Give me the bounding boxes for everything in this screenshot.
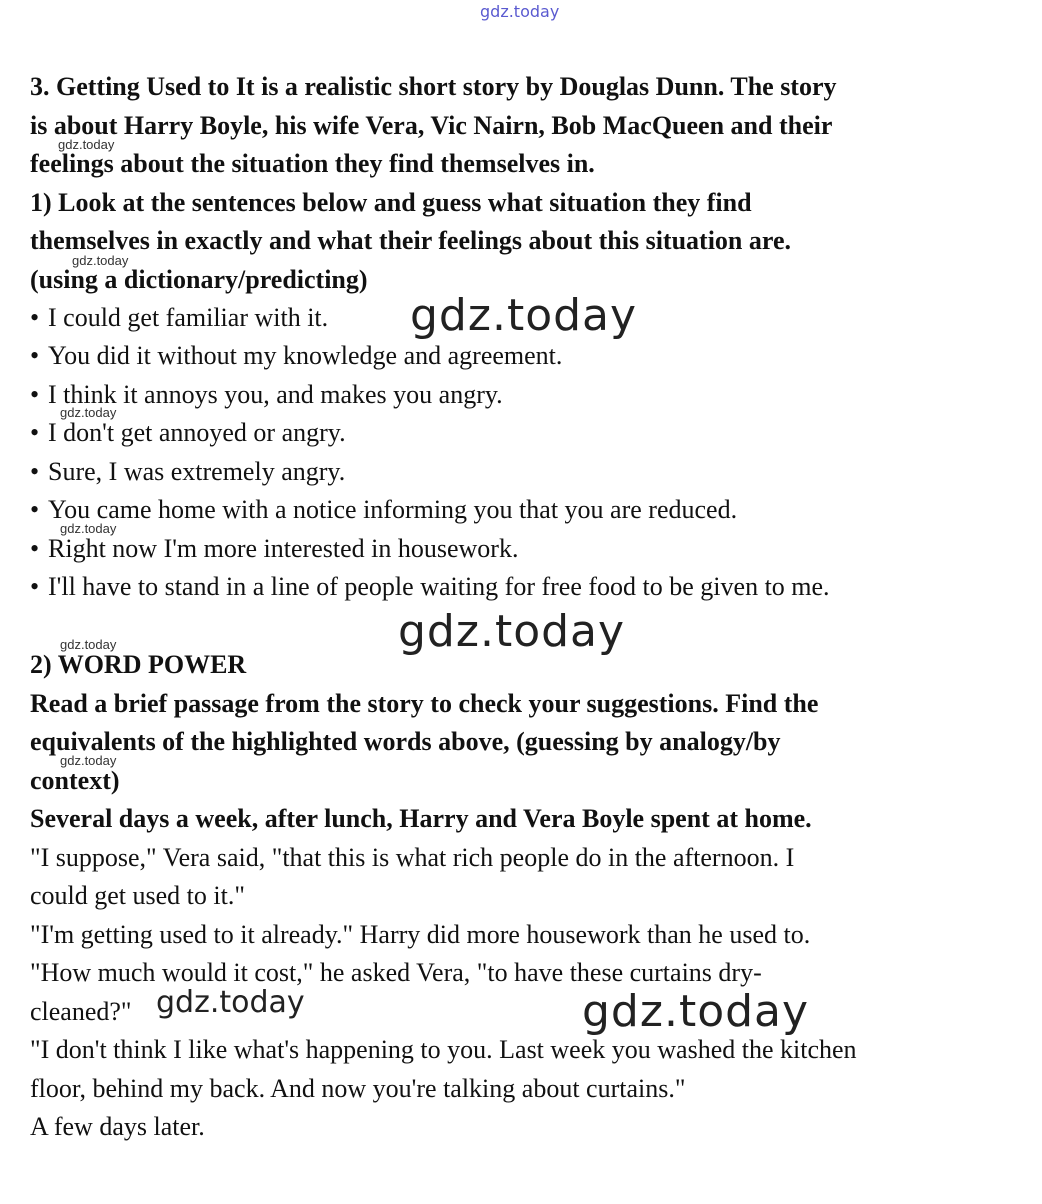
passage-bold-line: Several days a week, after lunch, Harry and Vera Boyle spent at home. xyxy=(30,804,812,833)
part1-line-1: 1) Look at the sentences below and guess what situation they find xyxy=(30,188,752,217)
passage-line: cleaned?" xyxy=(30,997,132,1026)
bullet-item: • Right now I'm more interested in housework. xyxy=(30,534,518,564)
watermark-large: gdz.today xyxy=(398,606,626,657)
part1-line-3: (using a dictionary/predicting) xyxy=(30,265,368,294)
watermark-large: gdz.today xyxy=(582,986,810,1037)
part2-line-1: Read a brief passage from the story to check your suggestions. Find the xyxy=(30,689,819,718)
watermark-small: gdz.today xyxy=(60,521,117,536)
watermark-small: gdz.today xyxy=(60,637,117,652)
watermark-small: gdz.today xyxy=(60,405,117,420)
part2-heading: 2) WORD POWER xyxy=(30,650,247,679)
bullet-item: • I think it annoys you, and makes you angry. xyxy=(30,380,503,410)
part2-line-3: context) xyxy=(30,766,120,795)
part1-line-2: themselves in exactly and what their feelings about this situation are. xyxy=(30,226,791,255)
bullet-item: • You came home with a notice informing you that you are reduced. xyxy=(30,495,737,525)
intro-line-3: feelings about the situation they find themselves in. xyxy=(30,149,595,178)
passage-line: could get used to it." xyxy=(30,881,245,910)
bullet-item: • I could get familiar with it. xyxy=(30,303,328,333)
passage-line: "I don't think I like what's happening to you. Last week you washed the kitchen xyxy=(30,1035,857,1064)
bullet-item: • I'll have to stand in a line of people waiting for free food to be given to me. xyxy=(30,572,830,602)
watermark-medium: gdz.today xyxy=(156,985,305,1020)
bullet-item: • I don't get annoyed or angry. xyxy=(30,418,346,448)
watermark-top: gdz.today xyxy=(480,2,560,21)
intro-line-2: is about Harry Boyle, his wife Vera, Vic Nairn, Bob MacQueen and their xyxy=(30,111,833,140)
passage-line: floor, behind my back. And now you're talking about curtains." xyxy=(30,1074,686,1103)
intro-line-1: 3. Getting Used to It is a realistic short story by Douglas Dunn. The story xyxy=(30,72,837,101)
bullet-item: • Sure, I was extremely angry. xyxy=(30,457,345,487)
part2-line-2: equivalents of the highlighted words above, (guessing by analogy/by xyxy=(30,727,781,756)
bullet-item: • You did it without my knowledge and agreement. xyxy=(30,341,562,371)
watermark-small: gdz.today xyxy=(60,753,117,768)
passage-line: A few days later. xyxy=(30,1112,205,1141)
passage-line: "I suppose," Vera said, "that this is what rich people do in the afternoon. I xyxy=(30,843,795,872)
passage-line: "How much would it cost," he asked Vera, "to have these curtains dry- xyxy=(30,958,762,987)
passage-line: "I'm getting used to it already." Harry did more housework than he used to. xyxy=(30,920,811,949)
watermark-small: gdz.today xyxy=(58,137,115,152)
watermark-large: gdz.today xyxy=(410,290,638,341)
watermark-small: gdz.today xyxy=(72,253,129,268)
